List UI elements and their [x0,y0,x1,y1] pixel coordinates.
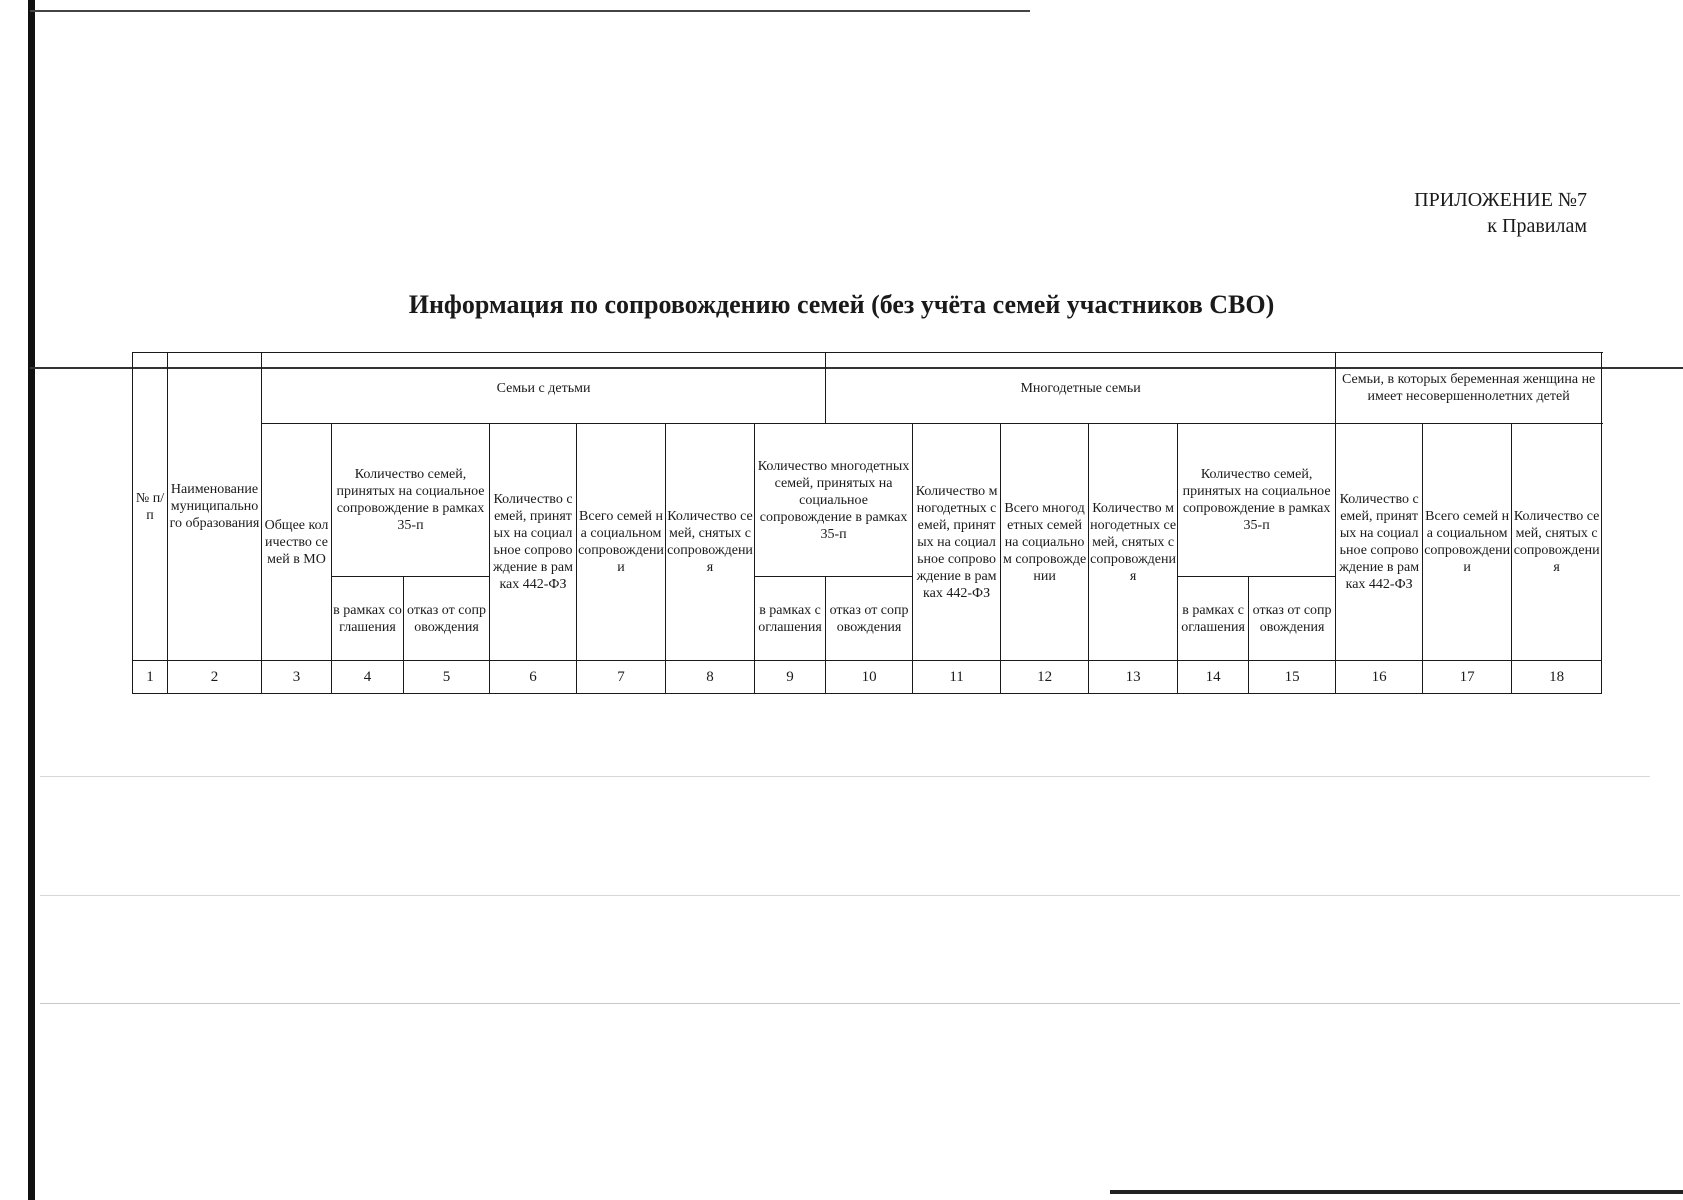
report-table [132,352,1602,694]
column-number: 18 [1512,661,1602,694]
header-row-groups [133,353,1602,424]
group-families-with-children: Семьи с детьми [262,353,826,424]
column-number: 7 [577,661,666,694]
column-number: 9 [755,661,826,694]
group-large-families: Многодетные семьи [826,353,1336,424]
header-large-total-support: Всего многодетных семей на социальном сопровождении [1001,424,1089,661]
scan-faint-line [40,776,1650,777]
header-pregnant-accepted-35p: Количество семей, принятых на социальное сопровождение в рамках 35-п [1178,424,1336,577]
header-large-removed: Количество многодетных семей, снятых с сопровождения [1089,424,1178,661]
header-large-accepted-35p: Количество многодетных семей, принятых на социальное сопровождение в рамках 35-п [755,424,913,577]
header-pregnant-total-support: Всего семей на социальном сопровождении [1423,424,1512,661]
header-children-refusal: отказ от сопровождения [404,577,490,661]
header-large-refusal: отказ от сопровождения [826,577,913,661]
header-children-total-support: Всего семей на социальном сопровождении [577,424,666,661]
column-number: 1 [133,661,168,694]
header-children-agreement: в рамках соглашения [332,577,404,661]
column-number: 12 [1001,661,1089,694]
header-large-accepted-442: Количество многодетных семей, принятых на социальное сопровождение в рамках 442-ФЗ [913,424,1001,661]
column-number: 5 [404,661,490,694]
column-number: 13 [1089,661,1178,694]
column-number: 2 [168,661,262,694]
group-pregnant-families: Семьи, в которых беременная женщина не имеет несовершеннолетних детей [1336,353,1602,424]
header-large-agreement: в рамках соглашения [755,577,826,661]
header-children-accepted-35p: Количество семей, принятых на социальное сопровождение в рамках 35-п [332,424,490,577]
header-children-accepted-442: Количество семей, принятых на социальное сопровождение в рамках 442-ФЗ [490,424,577,661]
header-children-removed: Количество семей, снятых с сопровождения [666,424,755,661]
scan-edge-left [28,0,35,1200]
column-number: 8 [666,661,755,694]
header-pregnant-removed: Количество семей, снятых с сопровождения [1512,424,1602,661]
scan-faint-line [40,895,1680,896]
annex-reference: к Правилам [1487,215,1587,237]
header-row-subgroups [133,424,1602,577]
header-pregnant-accepted-442: Количество семей, принятых на социальное сопровождение в рамках 442-ФЗ [1336,424,1423,661]
header-pregnant-agreement: в рамках соглашения [1178,577,1249,661]
scan-faint-line [40,1003,1680,1004]
header-municipality-name: Наименование муниципального образования [168,353,262,661]
column-number: 3 [262,661,332,694]
column-number: 17 [1423,661,1512,694]
annex-header [1414,187,1587,239]
column-number: 4 [332,661,404,694]
column-number-row [133,661,1602,694]
column-number: 6 [490,661,577,694]
column-number: 11 [913,661,1001,694]
column-number: 15 [1249,661,1336,694]
document-title: Информация по сопровождению семей (без учёта семей участников СВО) [408,290,1275,319]
column-number: 10 [826,661,913,694]
column-number: 16 [1336,661,1423,694]
header-row-number: № п/п [133,353,168,661]
column-number: 14 [1178,661,1249,694]
annex-number: ПРИЛОЖЕНИЕ №7 [1414,189,1587,211]
header-children-total: Общее количество семей в МО [262,424,332,661]
scan-line-top [30,10,1030,12]
header-pregnant-refusal: отказ от сопровождения [1249,577,1336,661]
scan-line-bottom [1110,1190,1683,1194]
